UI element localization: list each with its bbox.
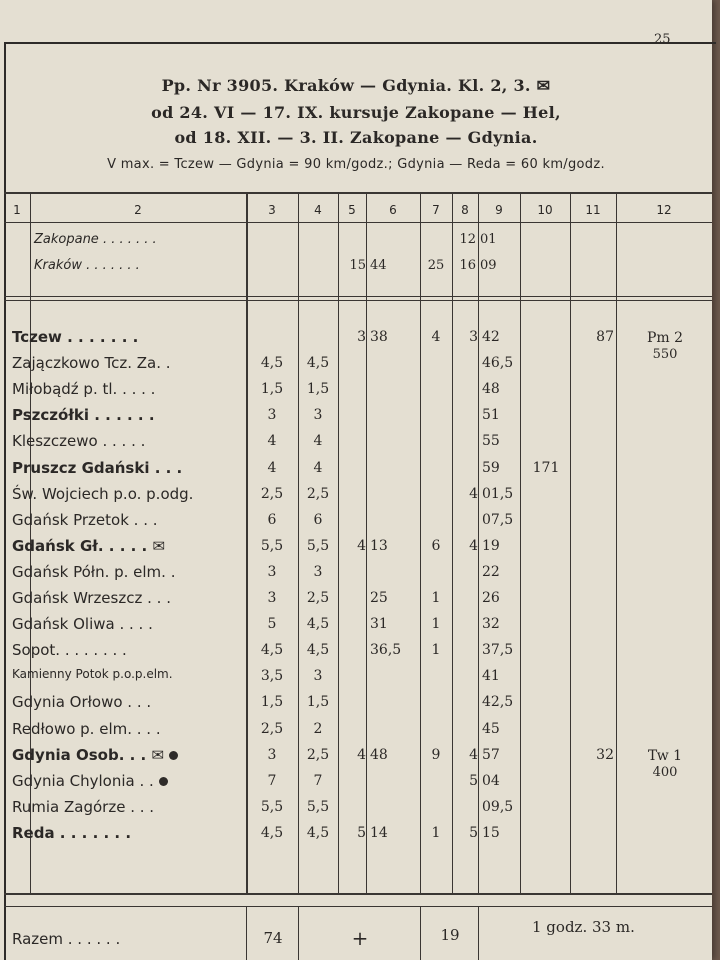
time-cell-c9: 42	[482, 329, 500, 345]
time-cell-c3: 7	[267, 773, 277, 789]
time-cell-c5: 5	[357, 825, 366, 841]
time-cell-c4: 5,5	[306, 799, 330, 815]
time-cell-c3: 1,5	[260, 694, 284, 710]
time-cell-c9: 41	[482, 668, 500, 684]
origin-time-c9: 09	[480, 258, 497, 273]
table-rule	[4, 893, 712, 895]
time-cell-c8: 4	[469, 486, 478, 502]
column-number: 12	[656, 203, 672, 217]
station-name: Gdańsk Oliwa . . . .	[12, 615, 153, 633]
time-cell-c3: 3,5	[260, 668, 284, 684]
page-number: 25	[654, 32, 671, 47]
station-name: Redłowo p. elm. . . .	[12, 720, 161, 738]
time-cell-c10: 171	[532, 460, 560, 476]
station-name: Św. Wojciech p.o. p.odg.	[12, 485, 194, 503]
column-rule	[246, 192, 248, 893]
origin-time-c8: 16	[459, 258, 476, 273]
totals-rule	[478, 906, 479, 960]
totals-7: 19	[440, 926, 460, 944]
time-cell-c9: 26	[482, 590, 500, 606]
column-rule	[298, 192, 299, 893]
time-cell-c9: 04	[482, 773, 500, 789]
time-cell-c8: 4	[469, 538, 478, 554]
table-rule	[4, 222, 712, 223]
time-cell-c7: 1	[431, 642, 441, 658]
header-title: Pp. Nr 3905. Kraków — Gdynia. Kl. 2, 3.	[161, 76, 531, 95]
time-cell-c6: 38	[370, 329, 388, 345]
time-cell-c4: 1,5	[306, 381, 330, 397]
time-cell-c4: 4,5	[306, 355, 330, 371]
time-cell-c5: 4	[357, 538, 366, 554]
totals-label: Razem . . . . . .	[12, 930, 121, 948]
column-rule	[616, 192, 617, 893]
time-cell-c4: 4	[313, 433, 323, 449]
time-cell-c4: 7	[313, 773, 323, 789]
time-cell-c8: 3	[469, 329, 478, 345]
origin-time-c6: 44	[370, 258, 387, 273]
column-number: 10	[537, 203, 553, 217]
station-name: Gdańsk Przetok . . .	[12, 511, 158, 529]
time-cell-c4: 4,5	[306, 642, 330, 658]
time-cell-c5: 4	[357, 747, 366, 763]
station-name: Zajączkowo Tcz. Za. .	[12, 354, 171, 372]
totals-km-3: 74	[263, 929, 283, 947]
station-dot-icon	[169, 751, 178, 760]
time-cell-c9: 59	[482, 460, 500, 476]
totals-rule	[420, 906, 421, 960]
time-cell-c4: 4,5	[306, 825, 330, 841]
totals-plus: +	[351, 926, 369, 950]
time-cell-c7: 1	[431, 590, 441, 606]
column-rule	[478, 192, 479, 893]
time-cell-c4: 1,5	[306, 694, 330, 710]
time-cell-c3: 5,5	[260, 538, 284, 554]
time-cell-c4: 4	[313, 460, 323, 476]
station-name: Gdańsk Półn. p. elm. .	[12, 563, 176, 581]
column-number: 6	[389, 203, 397, 217]
station-name: Miłobądź p. tl. . . . .	[12, 380, 156, 398]
origin-station: Kraków . . . . . . .	[34, 258, 140, 273]
column-rule	[570, 192, 571, 893]
origin-time-c9: 01	[480, 232, 497, 247]
time-cell-c3: 3	[267, 590, 277, 606]
station-name: Sopot. . . . . . . .	[12, 641, 127, 659]
station-name: Reda . . . . . . .	[12, 824, 132, 842]
time-cell-c7: 1	[431, 825, 441, 841]
time-cell-c3: 4	[267, 433, 277, 449]
column-number: 7	[432, 203, 440, 217]
station-name: Kamienny Potok p.o.p.elm.	[12, 667, 173, 681]
station-name: Gdynia Orłowo . . .	[12, 693, 152, 711]
column-number: 3	[268, 203, 276, 217]
time-cell-c3: 4,5	[260, 355, 284, 371]
time-cell-c3: 3	[267, 564, 277, 580]
time-cell-c9: 55	[482, 433, 500, 449]
time-cell-c4: 6	[313, 512, 323, 528]
origin-station: Zakopane . . . . . . .	[34, 232, 157, 247]
time-cell-c3: 4,5	[260, 825, 284, 841]
time-cell-c3: 3	[267, 407, 277, 423]
table-rule	[4, 192, 712, 194]
mail-icon: ✉	[147, 537, 166, 555]
notes-cell-b: 400	[652, 765, 678, 780]
time-cell-c7: 6	[431, 538, 441, 554]
station-dot-icon	[159, 777, 168, 786]
station-name: Tczew . . . . . . .	[12, 328, 139, 346]
time-cell-c9: 07,5	[482, 512, 514, 528]
station-name: Pszczółki . . . . . .	[12, 406, 155, 424]
time-cell-c9: 46,5	[482, 355, 514, 371]
time-cell-c9: 42,5	[482, 694, 514, 710]
table-rule	[4, 296, 712, 297]
time-cell-c9: 51	[482, 407, 500, 423]
origin-time-c8: 12	[459, 232, 476, 247]
time-cell-c4: 5,5	[306, 538, 330, 554]
column-number: 1	[13, 203, 21, 217]
time-cell-c8: 5	[469, 773, 478, 789]
column-rule	[338, 192, 339, 893]
time-cell-c4: 4,5	[306, 616, 330, 632]
station-name: Rumia Zagórze . . .	[12, 798, 155, 816]
time-cell-c11: 32	[596, 747, 614, 763]
header-speed-limits: V max. = Tczew — Gdynia = 90 km/godz.; Gdynia — Reda = 60 km/godz.	[107, 157, 605, 172]
time-cell-c6: 25	[370, 590, 388, 606]
station-name: Gdańsk Wrzeszcz . . .	[12, 589, 171, 607]
time-cell-c9: 09,5	[482, 799, 514, 815]
time-cell-c9: 01,5	[482, 486, 514, 502]
column-number: 5	[348, 203, 356, 217]
time-cell-c11: 87	[596, 329, 614, 345]
mail-icon: ✉	[536, 76, 551, 95]
notes-cell-b: 550	[652, 347, 678, 362]
time-cell-c7: 4	[431, 329, 441, 345]
time-cell-c6: 48	[370, 747, 388, 763]
table-rule	[4, 300, 712, 301]
time-cell-c7: 1	[431, 616, 441, 632]
totals-rule	[246, 906, 247, 960]
station-name: Gdynia Osob. . . ✉	[12, 746, 178, 764]
time-cell-c7: 9	[431, 747, 441, 763]
time-cell-c9: 57	[482, 747, 500, 763]
station-name: Gdynia Chylonia . .	[12, 772, 168, 790]
time-cell-c4: 2,5	[306, 590, 330, 606]
time-cell-c9: 37,5	[482, 642, 514, 658]
notes-cell-a: Tw 1	[647, 748, 683, 764]
time-cell-c8: 4	[469, 747, 478, 763]
time-cell-c3: 4,5	[260, 642, 284, 658]
time-cell-c9: 19	[482, 538, 500, 554]
time-cell-c4: 2,5	[306, 486, 330, 502]
time-cell-c3: 3	[267, 747, 277, 763]
column-number: 8	[461, 203, 469, 217]
time-cell-c4: 2	[313, 721, 323, 737]
time-cell-c4: 3	[313, 668, 323, 684]
time-cell-c4: 3	[313, 407, 323, 423]
station-name: Kleszczewo . . . . .	[12, 432, 146, 450]
time-cell-c6: 36,5	[370, 642, 402, 658]
time-cell-c5: 3	[357, 329, 366, 345]
notes-cell-a: Pm 2	[646, 330, 684, 346]
header-line-2: od 24. VI — 17. IX. kursuje Zakopane — Hel,	[151, 103, 561, 122]
time-cell-c9: 15	[482, 825, 500, 841]
time-cell-c3: 2,5	[260, 721, 284, 737]
time-cell-c3: 5	[267, 616, 277, 632]
time-cell-c6: 31	[370, 616, 388, 632]
time-cell-c3: 2,5	[260, 486, 284, 502]
column-number: 2	[134, 203, 142, 217]
time-cell-c3: 6	[267, 512, 277, 528]
time-cell-c3: 5,5	[260, 799, 284, 815]
totals-duration: 1 godz. 33 m.	[532, 918, 635, 936]
time-cell-c4: 3	[313, 564, 323, 580]
time-cell-c3: 1,5	[260, 381, 284, 397]
time-cell-c9: 45	[482, 721, 500, 737]
station-name: Pruszcz Gdański . . .	[12, 459, 183, 477]
mail-icon: ✉	[146, 746, 165, 764]
totals-rule	[298, 906, 299, 960]
origin-time-c7: 25	[427, 258, 445, 273]
header-line-1	[0, 76, 712, 95]
time-cell-c9: 22	[482, 564, 500, 580]
time-cell-c9: 48	[482, 381, 500, 397]
origin-time-c5: 15	[349, 258, 366, 273]
time-cell-c4: 2,5	[306, 747, 330, 763]
time-cell-c6: 13	[370, 538, 388, 554]
time-cell-c8: 5	[469, 825, 478, 841]
station-name: Gdańsk Gł. . . . . ✉	[12, 537, 166, 555]
header-line-3: od 18. XII. — 3. II. Zakopane — Gdynia.	[174, 128, 538, 147]
time-cell-c6: 14	[370, 825, 388, 841]
time-cell-c3: 4	[267, 460, 277, 476]
table-rule	[4, 906, 712, 907]
column-rule	[366, 192, 367, 893]
column-number: 9	[495, 203, 503, 217]
time-cell-c9: 32	[482, 616, 500, 632]
column-number: 11	[585, 203, 601, 217]
column-number: 4	[314, 203, 322, 217]
